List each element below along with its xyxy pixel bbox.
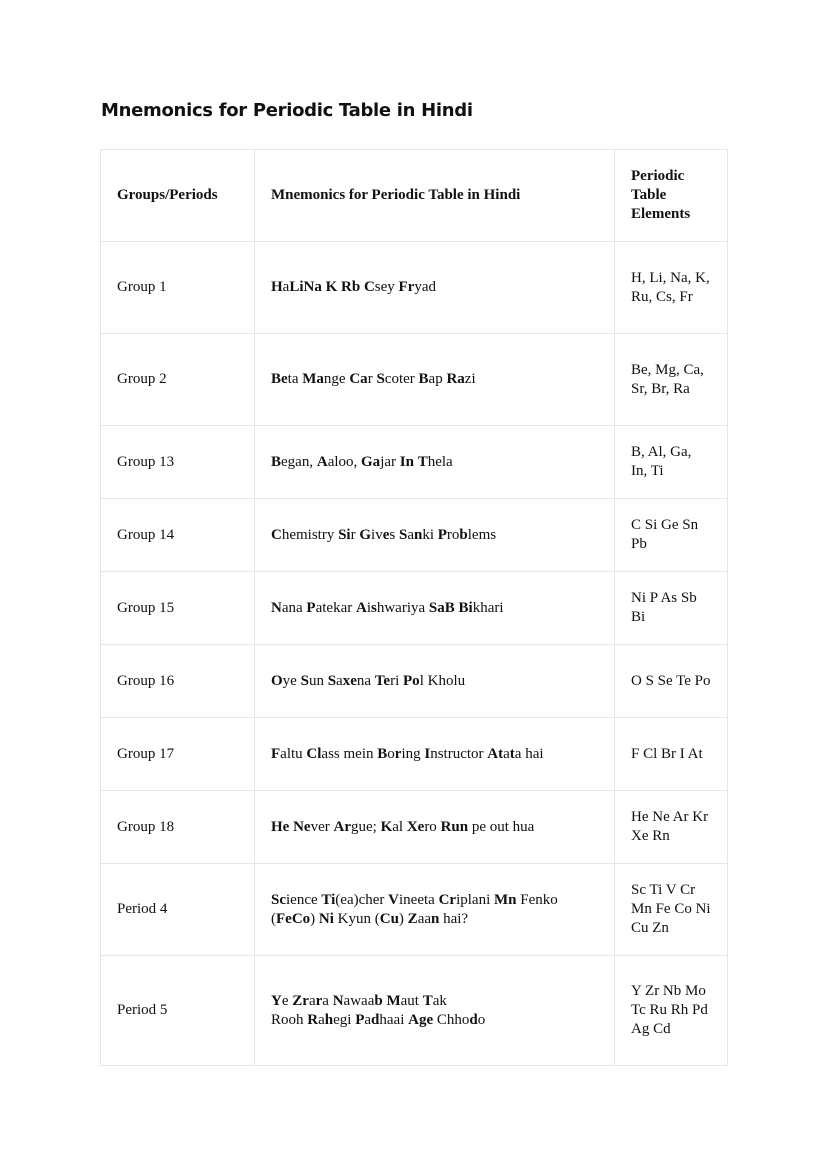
mnemonic-segment: awaa xyxy=(343,992,375,1009)
mnemonic-segment: pe out hua xyxy=(468,818,535,835)
mnemonic-segment: K xyxy=(380,818,393,835)
mnemonic-segment: d xyxy=(469,1011,478,1028)
mnemonic-segment: n xyxy=(431,910,440,927)
mnemonic-segment: ass mein xyxy=(321,745,378,762)
mnemonic-segment: LiNa K Rb C xyxy=(289,279,375,295)
mnemonic-segment: ana xyxy=(281,599,307,616)
mnemonic-segment: ki xyxy=(422,526,438,543)
mnemonic-segment: T xyxy=(422,992,433,1009)
group-cell: Group 14 xyxy=(101,499,255,572)
mnemonic-segment: B xyxy=(377,745,388,762)
mnemonic-segment: A xyxy=(355,599,367,616)
table-header-row xyxy=(101,150,728,242)
mnemonic-segment: n xyxy=(413,526,423,543)
mnemonic-segment: lems xyxy=(467,526,497,543)
mnemonic-segment: a xyxy=(336,672,343,689)
group-cell: Group 2 xyxy=(101,334,255,426)
table-row xyxy=(101,718,728,791)
mnemonic-segment: S xyxy=(376,371,385,387)
mnemonic-segment: s xyxy=(371,599,377,616)
page-title: Mnemonics for Periodic Table in Hindi xyxy=(101,100,473,121)
group-cell: Group 15 xyxy=(101,572,255,645)
group-cell: Period 5 xyxy=(101,956,255,1066)
mnemonic-segment: ineeta xyxy=(399,891,439,908)
mnemonic-segment: aut xyxy=(400,992,423,1009)
mnemonic-segment: R xyxy=(307,1011,319,1028)
mnemonic-segment: iv xyxy=(371,526,383,543)
mnemonic-segment: a xyxy=(308,992,316,1009)
mnemonic-segment: a xyxy=(282,279,290,295)
table-row xyxy=(101,426,728,499)
elements-cell: Y Zr Nb Mo Tc Ru Rh Pd Ag Cd xyxy=(615,956,728,1066)
mnemonic-segment: h xyxy=(324,1011,334,1028)
mnemonic-segment: aa xyxy=(417,910,432,927)
elements-cell: C Si Ge Sn Pb xyxy=(615,499,728,572)
mnemonic-segment: Ar xyxy=(333,818,351,835)
mnemonic-segment: Ma xyxy=(302,371,324,387)
mnemonic-segment: hwariya xyxy=(376,599,429,616)
group-cell: Group 16 xyxy=(101,645,255,718)
mnemonic-segment: G xyxy=(359,526,372,543)
mnemonic-segment: N xyxy=(271,599,282,616)
elements-cell: O S Se Te Po xyxy=(615,645,728,718)
mnemonic-segment: Rooh xyxy=(271,1011,308,1028)
elements-cell: Sc Ti V Cr Mn Fe Co Ni Cu Zn xyxy=(615,864,728,956)
mnemonic-segment: Sc xyxy=(271,891,286,908)
mnemonic-cell xyxy=(255,242,615,334)
mnemonic-segment: e xyxy=(382,526,390,543)
mnemonic-segment: At xyxy=(487,745,504,762)
mnemonic-segment: ap xyxy=(428,371,447,387)
mnemonic-segment: Fenko xyxy=(516,891,558,908)
mnemonic-segment: A xyxy=(316,453,328,470)
elements-cell: Be, Mg, Ca, Sr, Br, Ra xyxy=(615,334,728,426)
mnemonic-segment: Ga xyxy=(361,453,381,470)
table-row xyxy=(101,645,728,718)
mnemonic-segment: C xyxy=(271,526,282,543)
mnemonic-segment: Cr xyxy=(438,891,457,908)
mnemonic-segment: V xyxy=(388,891,400,908)
mnemonic-segment: P xyxy=(437,526,447,543)
mnemonic-segment: N xyxy=(332,992,344,1009)
mnemonic-segment: ri xyxy=(390,672,404,689)
mnemonic-segment: egi xyxy=(333,1011,356,1028)
mnemonic-segment: Ca xyxy=(349,371,368,387)
elements-cell: Ni P As Sb Bi xyxy=(615,572,728,645)
mnemonic-segment: x xyxy=(342,672,351,689)
table-row xyxy=(101,572,728,645)
mnemonic-segment: Po xyxy=(403,672,420,689)
mnemonic-cell xyxy=(255,572,615,645)
mnemonic-segment: zi xyxy=(464,371,476,387)
mnemonic-segment: ver xyxy=(310,818,334,835)
mnemonic-segment: S xyxy=(300,672,309,689)
header-groups: Groups/Periods xyxy=(101,150,255,242)
mnemonic-segment: Ni xyxy=(318,910,334,927)
table-row xyxy=(101,242,728,334)
mnemonic-segment: P xyxy=(355,1011,365,1028)
mnemonic-segment: Kyun ( xyxy=(333,910,380,927)
mnemonic-segment: Si xyxy=(338,526,351,543)
mnemonic-segment: Chho xyxy=(433,1011,470,1028)
mnemonic-segment: B xyxy=(418,371,429,387)
header-elements: Periodic Table Elements xyxy=(615,150,728,242)
mnemonic-segment: khari xyxy=(472,599,504,616)
mnemonic-segment: M xyxy=(386,992,401,1009)
mnemonic-segment: haai xyxy=(379,1011,409,1028)
mnemonic-segment: Be xyxy=(271,371,288,387)
group-cell: Group 1 xyxy=(101,242,255,334)
mnemonic-segment: al xyxy=(392,818,407,835)
mnemonic-segment: i xyxy=(366,599,371,616)
mnemonic-segment: egan, xyxy=(281,453,317,470)
mnemonic-segment: e xyxy=(350,672,357,689)
mnemonic-segment: altu xyxy=(280,745,307,762)
mnemonic-segment: ience xyxy=(286,891,322,908)
mnemonic-cell xyxy=(255,499,615,572)
mnemonic-segment: l Kholu xyxy=(419,672,466,689)
group-cell: Period 4 xyxy=(101,864,255,956)
mnemonic-segment: Te xyxy=(374,672,391,689)
mnemonic-segment: a xyxy=(364,1011,372,1028)
mnemonic-segment: Bi xyxy=(458,599,473,616)
mnemonic-segment: e xyxy=(281,992,293,1009)
mnemonic-cell xyxy=(255,718,615,791)
mnemonic-cell xyxy=(255,334,615,426)
table-row xyxy=(101,864,728,956)
mnemonic-segment: He xyxy=(271,818,290,835)
mnemonic-segment: a hai xyxy=(514,745,544,762)
mnemonic-segment: r xyxy=(315,992,323,1009)
mnemonic-segment: Fr xyxy=(398,279,415,295)
mnemonic-segment: o xyxy=(387,745,395,762)
mnemonic-segment: na xyxy=(356,672,375,689)
mnemonic-segment: Ne xyxy=(293,818,311,835)
mnemonic-segment: FeCo xyxy=(276,910,311,927)
mnemonic-segment: S xyxy=(398,526,408,543)
mnemonic-cell xyxy=(255,791,615,864)
group-cell: Group 18 xyxy=(101,791,255,864)
mnemonic-segment: nge xyxy=(323,371,350,387)
mnemonic-cell xyxy=(255,426,615,499)
mnemonic-segment: Mn xyxy=(494,891,517,908)
mnemonic-segment: H xyxy=(271,279,283,295)
mnemonic-segment: In xyxy=(399,453,414,470)
mnemonic-segment: atekar xyxy=(315,599,356,616)
mnemonic-cell xyxy=(255,645,615,718)
mnemonic-segment: iplani xyxy=(456,891,494,908)
mnemonic-segment: Run xyxy=(440,818,469,835)
mnemonic-segment: Cl xyxy=(306,745,322,762)
elements-cell: H, Li, Na, K, Ru, Cs, Fr xyxy=(615,242,728,334)
mnemonic-segment: ta xyxy=(287,371,303,387)
mnemonic-segment: F xyxy=(271,745,281,762)
mnemonic-segment: hemistry xyxy=(281,526,339,543)
mnemonic-segment: ) xyxy=(398,910,408,927)
mnemonic-segment: Cu xyxy=(379,910,399,927)
mnemonic-segment: t xyxy=(509,745,515,762)
group-cell: Group 17 xyxy=(101,718,255,791)
mnemonic-segment: b xyxy=(374,992,383,1009)
mnemonic-segment: ak xyxy=(432,992,447,1009)
mnemonic-segment: Ti xyxy=(321,891,336,908)
mnemonic-segment: a xyxy=(503,745,510,762)
mnemonic-segment: un xyxy=(308,672,328,689)
group-cell: Group 13 xyxy=(101,426,255,499)
mnemonic-segment: d xyxy=(371,1011,380,1028)
mnemonic-segment: S xyxy=(327,672,337,689)
mnemonic-cell xyxy=(255,864,615,956)
mnemonic-segment: r xyxy=(367,371,377,387)
mnemonic-segment: r xyxy=(394,745,402,762)
mnemonic-segment: O xyxy=(271,672,283,689)
mnemonic-segment: coter xyxy=(384,371,419,387)
elements-cell: F Cl Br I At xyxy=(615,718,728,791)
mnemonic-segment: nstructor xyxy=(430,745,488,762)
mnemonic-segment: Ag xyxy=(408,1011,427,1028)
mnemonics-table xyxy=(100,149,728,1066)
mnemonic-segment: Ra xyxy=(446,371,465,387)
mnemonic-segment: Xe xyxy=(406,818,425,835)
mnemonic-segment: ro xyxy=(424,818,441,835)
elements-cell: B, Al, Ga, In, Ti xyxy=(615,426,728,499)
mnemonic-segment: o xyxy=(477,1011,486,1028)
mnemonic-segment: ing xyxy=(401,745,425,762)
mnemonic-segment: aloo, xyxy=(327,453,362,470)
header-mnemonics: Mnemonics for Periodic Table in Hindi xyxy=(255,150,615,242)
mnemonic-segment: ro xyxy=(446,526,460,543)
mnemonic-segment: Zr xyxy=(292,992,309,1009)
table-row xyxy=(101,791,728,864)
mnemonic-segment: P xyxy=(306,599,316,616)
mnemonic-segment: I xyxy=(424,745,431,762)
mnemonic-segment: jar xyxy=(380,453,400,470)
mnemonic-segment: Y xyxy=(271,992,282,1009)
mnemonic-segment: hela xyxy=(427,453,453,470)
mnemonic-segment: Z xyxy=(407,910,418,927)
mnemonic-segment: T xyxy=(417,453,428,470)
mnemonic-segment: ( xyxy=(271,910,276,927)
mnemonic-cell xyxy=(255,956,615,1066)
mnemonic-segment: e xyxy=(426,1011,434,1028)
mnemonic-segment: a xyxy=(322,992,333,1009)
mnemonic-segment: r xyxy=(350,526,360,543)
mnemonic-segment: (ea)cher xyxy=(335,891,389,908)
mnemonic-segment: B xyxy=(271,453,282,470)
mnemonic-segment: b xyxy=(459,526,468,543)
mnemonic-segment: SaB xyxy=(428,599,455,616)
mnemonic-segment: ye xyxy=(282,672,301,689)
table-row xyxy=(101,956,728,1066)
mnemonic-segment: yad xyxy=(414,279,437,295)
table-row xyxy=(101,499,728,572)
mnemonic-segment: gue; xyxy=(350,818,381,835)
mnemonic-segment: hai? xyxy=(439,910,469,927)
mnemonic-segment: sey xyxy=(374,279,399,295)
table-row xyxy=(101,334,728,426)
mnemonic-segment: a xyxy=(407,526,414,543)
mnemonic-segment: a xyxy=(318,1011,325,1028)
mnemonic-segment: s xyxy=(389,526,399,543)
elements-cell: He Ne Ar Kr Xe Rn xyxy=(615,791,728,864)
mnemonic-segment: ) xyxy=(310,910,319,927)
